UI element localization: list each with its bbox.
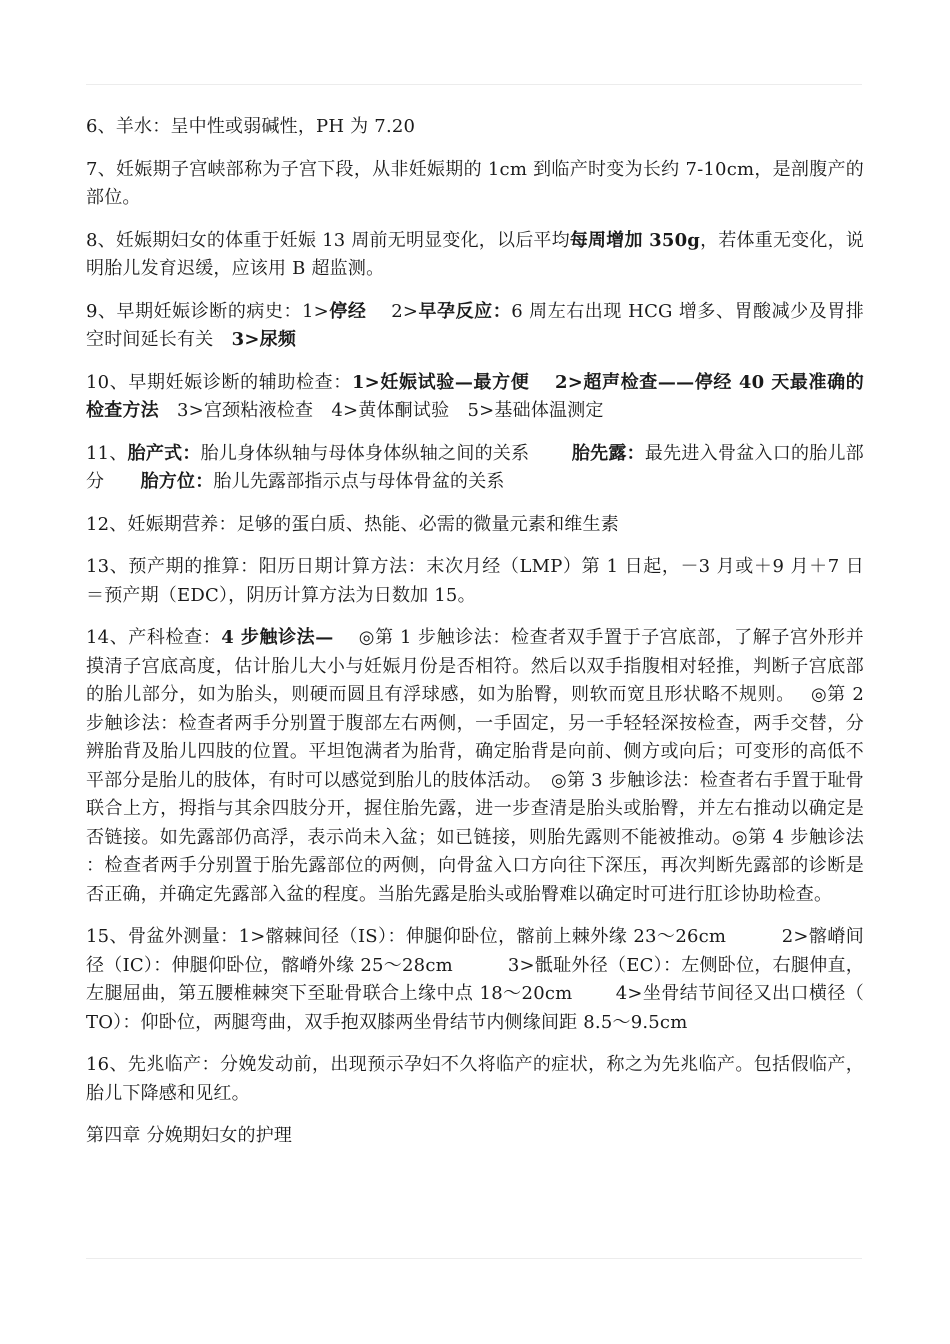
text-segment: 6 周左右出现 HCG 增多、胃酸减少及胃排空时间延长有关	[86, 300, 865, 350]
bold-term: 胎产式：	[127, 442, 201, 464]
paragraph-p7	[86, 156, 864, 213]
text-segment: 最先进入骨盆入口的胎儿部分	[86, 442, 864, 492]
text-segment: 10、早期妊娠诊断的辅助检查：	[86, 371, 352, 393]
paragraph-p12	[86, 511, 864, 540]
text-segment: ◎第 1 步触诊法：检查者双手置于子宫底部，了解子宫外形并摸清子宫底高度，估计胎儿大小与妊娠月份是否相符。然后以双手指腹相对轻推，判断子宫底部的胎儿部分，如为胎头，则硬而圆且有浮球感，如为胎臀，则软而宽且形状略不规则。 ◎第 2 步触诊法：检查者两手分别置于腹部左右两侧，一手固定，另一手轻轻深按检查，两手交替，分辨胎背及胎儿四肢的位置。平坦饱满者为胎背，确定胎背是向前、侧方或向后；可变形的高低不平部分是胎儿的肢体，有时可以感觉到胎儿的肢体活动。 ◎第 3 步触诊法：检查者右手置于耻骨联合上方，拇指与其余四肢分开，握住胎先露，进一步查清是胎头或胎臀，并左右推动以确定是否链接。如先露部仍高浮，表示尚未入盆；如已链接，则胎先露则不能被推动。◎第 4 步触诊法：检查者两手分别置于胎先露部位的两侧，向骨盆入口方向往下深压，再次判断先露部的诊断是否正确，并确定先露部入盆的程度。当胎先露是胎头或胎臀难以确定时可进行肛诊协助检查。	[86, 627, 864, 905]
text-segment: 2>	[366, 300, 419, 322]
footer-divider	[86, 1258, 862, 1259]
paragraph-p11	[86, 440, 864, 497]
text-segment: 16、先兆临产：分娩发动前，出现预示孕妇不久将临产的症状，称之为先兆临产。包括假临产，胎儿下降感和见红。	[86, 1054, 864, 1104]
bold-term: 胎先露：	[571, 442, 645, 464]
bold-term: 每周增加 350g	[569, 229, 701, 251]
text-segment: 第四章 分娩期妇女的护理	[86, 1125, 293, 1146]
paragraph-p14	[86, 624, 864, 909]
text-segment: 15、骨盆外测量：1>髂棘间径（IS）：伸腿仰卧位，髂前上棘外缘 23～26cm 2>髂嵴间径（IC）：伸腿仰卧位，髂嵴外缘 25～28cm 3>骶耻外径（EC）：左侧卧位，右腿伸直，左腿屈曲，第五腰椎棘突下至耻骨联合上缘中点 18～20cm 4>坐骨结节间径又出口横径（TO）：仰卧位，两腿弯曲，双手抱双膝两坐骨结节内侧缘间距 8.5～9.5cm	[86, 926, 864, 1033]
bold-term: 胎方位：	[140, 471, 214, 492]
text-segment: 14、产科检查：	[86, 627, 222, 648]
text-segment: 胎儿身体纵轴与母体身体纵轴之间的关系	[200, 442, 572, 464]
text-segment: 3>宫颈粘液检查 4>黄体酮试验 5>基础体温测定	[158, 400, 604, 421]
text-segment: 9、早期妊娠诊断的病史：1>	[86, 300, 329, 322]
text-segment: 13、预产期的推算：阳历日期计算方法：末次月经（LMP）第 1 日起，－3 月或＋9 月＋7 日＝预产期（EDC），阴历计算方法为日数加 15。	[86, 556, 864, 606]
bold-term: 早孕反应：	[418, 300, 512, 322]
text-segment: 12、妊娠期营养：足够的蛋白质、热能、必需的微量元素和维生素	[86, 513, 619, 535]
text-segment: 7、妊娠期子宫峡部称为子宫下段，从非妊娠期的 1cm 到临产时变为长约 7-10cm，是剖腹产的部位。	[86, 158, 864, 208]
paragraph-p13	[86, 553, 864, 610]
header-divider	[86, 84, 862, 85]
paragraph-p10	[86, 369, 864, 426]
text-segment: 胎儿先露部指示点与母体骨盆的关系	[213, 471, 505, 492]
bold-term: 4 步触诊法—	[221, 627, 334, 648]
text-segment: ，若体重无变化，说明胎儿发育迟缓，应该用 B 超监测。	[86, 229, 864, 279]
paragraph-p6	[86, 113, 864, 142]
paragraph-p15	[86, 923, 864, 1037]
bold-term: 1>妊娠试验—最方便 2>超声检查——停经 40 天最准确的检查方法	[86, 371, 864, 421]
document-body	[86, 113, 864, 1165]
paragraph-p16	[86, 1051, 864, 1108]
paragraph-p8	[86, 227, 864, 284]
text-segment: 6、羊水：呈中性或弱碱性，PH 为 7.20	[86, 116, 416, 137]
text-segment: 11、	[86, 442, 128, 464]
text-segment: 8、妊娠期妇女的体重于妊娠 13 周前无明显变化，以后平均	[86, 229, 570, 251]
bold-term: 停经	[328, 300, 367, 322]
bold-term: 3>尿频	[231, 329, 297, 350]
chapter-heading	[86, 1122, 864, 1151]
paragraph-p9	[86, 298, 864, 355]
